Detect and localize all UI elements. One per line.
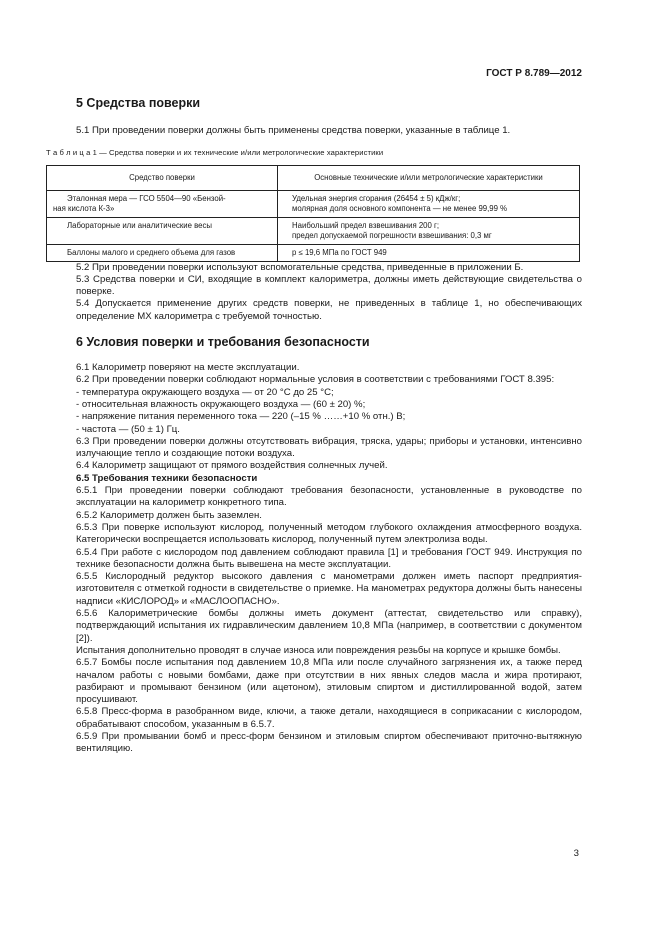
paragraph-6-5-2: 6.5.2 Калориметр должен быть заземлен.	[76, 509, 262, 521]
paragraph-5-4: 5.4 Допускается применение других средств поверки, не приведенных в таблице 1, но обеспечивающих определение МХ калориметра с требуемой точностью.	[76, 298, 582, 322]
paragraph-6-5-9: 6.5.9 При промывании бомб и пресс-форм бензином и этиловым спиртом обеспечивают приточно-вытяжную вентиляцию.	[76, 730, 582, 755]
table-1	[46, 165, 580, 262]
page-number: 3	[573, 848, 579, 859]
page-content	[46, 96, 582, 756]
paragraph-5-1: 5.1 При проведении поверки должны быть применены средства поверки, указанные в таблице 1.	[76, 125, 511, 136]
section-6-title: 6 Условия поверки и требования безопасности	[76, 335, 370, 350]
cell-line: p ≤ 19,6 МПа по ГОСТ 949	[292, 247, 387, 257]
table-caption: Т а б л и ц а 1 — Средства поверки и их технические и/или метрологические характеристики	[46, 148, 384, 158]
paragraph-5-3: 5.3 Средства поверки и СИ, входящие в комплект калориметра, должны иметь действующие свидетельства о поверке.	[76, 273, 582, 298]
paragraph-6-4: 6.4 Калориметр защищают от прямого воздействия солнечных лучей.	[76, 460, 388, 472]
subsection-6-5-title: 6.5 Требования техники безопасности	[76, 472, 258, 484]
list-item: - напряжение питания переменного тока — 220 (–15 % ……+10 % отн.) В;	[76, 411, 406, 423]
paragraph-6-5-1: 6.5.1 При проведении поверки соблюдают требования безопасности, установленные в руководстве по эксплуатации на калориметр конкретного типа.	[76, 485, 582, 509]
paragraph-6-5-5: 6.5.5 Кислородный редуктор высокого давления с манометрами должен иметь паспорт предприятия-изготовителя с отметкой годности в свидетельстве о приемке. На манометрах редуктора должны быть нанесены надписи «КИСЛОРОД» и «МАСЛООПАСНО».	[76, 571, 582, 607]
cell-line: молярная доля основного компонента — не менее 99,99 %	[292, 203, 508, 213]
paragraph-6-5-6-note: Испытания дополнительно проводят в случае износа или повреждения резьбы на корпусе и крышке бомбы.	[76, 644, 561, 656]
table-header-row	[47, 165, 580, 190]
table-cell	[47, 190, 278, 217]
table-header-characteristics: Основные технические и/или метрологические характеристики	[278, 165, 580, 190]
paragraph-6-5-8: 6.5.8 Пресс-форма в разобранном виде, ключи, а также детали, находящиеся в соприкасании с кислородом, обрабатывают способом, указанным в 6.5.7.	[76, 706, 582, 730]
cell-line: Удельная энергия сгорания (26454 ± 5) кДж/кг;	[292, 193, 461, 203]
table-header-tool: Средство поверки	[47, 165, 278, 190]
list-item: - относительная влажность окружающего воздуха — (60 ± 20) %;	[76, 398, 366, 410]
table-cell	[47, 217, 278, 244]
cell-line: Эталонная мера — ГСО 5504—90 «Бензой-	[67, 193, 226, 203]
cell-line: предел допускаемой погрешности взвешивания: 0,3 мг	[292, 230, 492, 240]
cell-line: Баллоны малого и среднего объема для газов	[67, 247, 236, 257]
table-row	[47, 244, 580, 261]
table-row	[47, 190, 580, 217]
paragraph-6-3: 6.3 При проведении поверки должны отсутствовать вибрация, тряска, удары; приборы и установки, интенсивно излучающие тепло и создающие потоки воздуха.	[76, 435, 582, 460]
paragraph-6-1: 6.1 Калориметр поверяют на месте эксплуатации.	[76, 362, 300, 374]
section-5-title: 5 Средства поверки	[76, 96, 201, 110]
paragraph-6-5-7: 6.5.7 Бомбы после испытания под давлением 10,8 МПа или после случайного загрязнения их, а также перед началом работы с новыми бомбами, даже при отсутствии в них явных следов масла и жира протирают, разбирают и промывают бензином (или ацетоном), этиловым спиртом и дистиллированной водой, затем просушивают.	[76, 657, 582, 706]
table-cell	[278, 244, 580, 261]
cell-line: Лабораторные или аналитические весы	[67, 220, 213, 230]
table-cell	[278, 190, 580, 217]
paragraph-6-2: 6.2 При проведении поверки соблюдают нормальные условия в соответствии с требованиями ГОСТ 8.395:	[76, 374, 555, 386]
document-header: ГОСТ Р 8.789—2012	[486, 68, 582, 79]
paragraph-6-5-6: 6.5.6 Калориметрические бомбы должны иметь документ (аттестат, свидетельство или справку), подтверждающий испытания их гидравлическим давлением 10,8 МПа (например, в соответствии с документом [2]).	[76, 608, 582, 644]
table-cell	[47, 244, 278, 261]
paragraph-5-2: 5.2 При проведении поверки используют вспомогательные средства, приведенные в приложении Б.	[76, 261, 524, 273]
table-row	[47, 217, 580, 244]
cell-line: Наибольший предел взвешивания 200 г;	[292, 220, 440, 230]
paragraph-6-5-3: 6.5.3 При поверке используют кислород, полученный методом глубокого охлаждения атмосферного воздуха. Категорически воспрещается использовать кислород, полученный путем электролиза воды.	[76, 521, 582, 546]
table-cell	[278, 217, 580, 244]
paragraph-6-5-4: 6.5.4 При работе с кислородом под давлением соблюдают правила [1] и требования ГОСТ 949. Инструкция по технике безопасности должна быть вывешена на месте эксплуатации.	[76, 546, 582, 570]
list-item: - температура окружающего воздуха — от 20 °С до 25 °С;	[76, 386, 334, 398]
cell-line: ная кислота К-3»	[53, 203, 115, 213]
list-item: - частота — (50 ± 1) Гц.	[76, 423, 180, 435]
